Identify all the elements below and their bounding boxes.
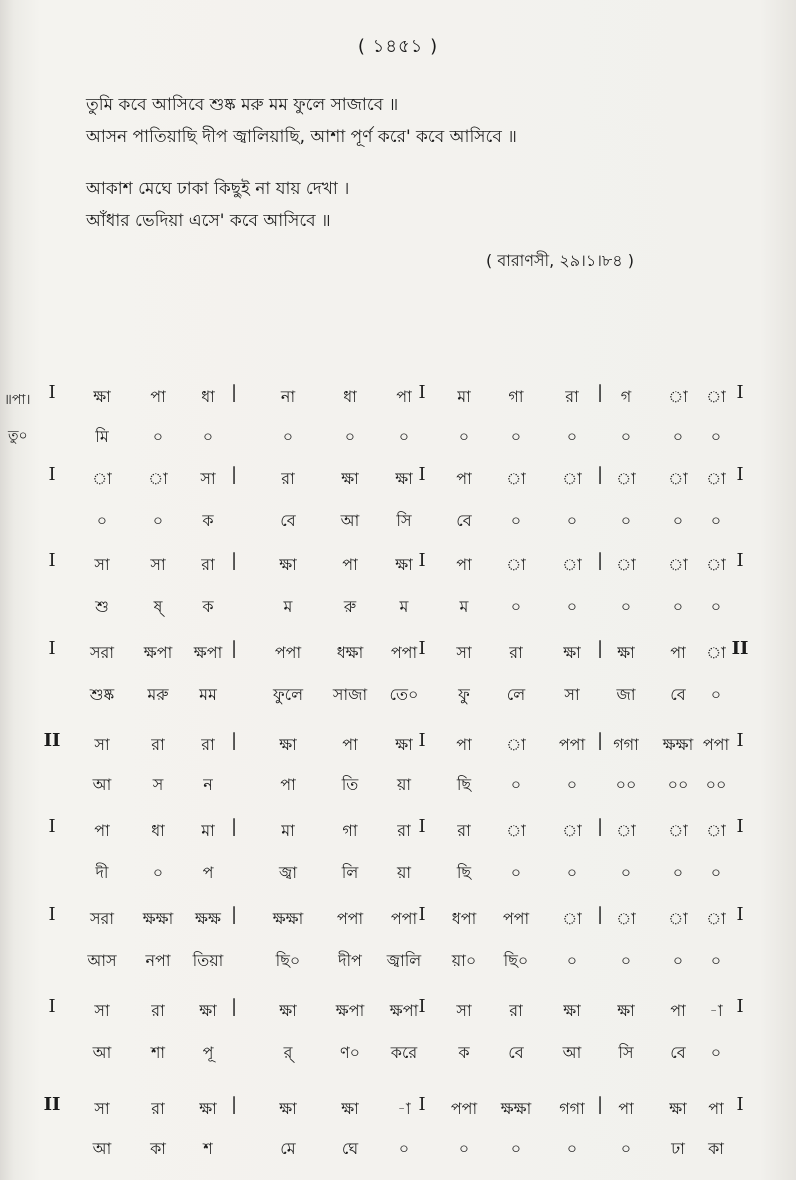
note: ক্ষা	[341, 469, 359, 488]
lyric-syllable: কা	[708, 1139, 724, 1158]
lyric-syllable: মরু	[147, 685, 169, 704]
note: ক্ষা	[563, 643, 581, 662]
note: -া	[397, 1099, 411, 1118]
lyric-syllable: রু	[343, 597, 357, 616]
note: া	[148, 469, 168, 488]
note: া	[616, 909, 636, 928]
lyric-syllable: আ	[92, 775, 112, 794]
lyric-syllable: ০	[566, 951, 578, 970]
note: া	[506, 469, 526, 488]
lyric-syllable: ০	[152, 863, 164, 882]
notation-row	[0, 998, 796, 1024]
lyric-syllable: বে	[508, 1043, 524, 1062]
lyric-syllable: শ	[203, 1139, 213, 1158]
notation-row	[0, 732, 796, 758]
note: পা	[150, 387, 166, 406]
note: রা	[509, 643, 523, 662]
lyric-syllable: মম	[199, 685, 217, 704]
lyric-syllable: ফুলে	[272, 685, 304, 704]
note: ক্ষা	[341, 1099, 359, 1118]
lyric-syllable: ছি০	[275, 951, 301, 970]
lyric-syllable: ০	[510, 511, 522, 530]
bar-line: I	[736, 464, 744, 485]
lyric-syllable: দীপ	[338, 951, 362, 970]
lyric-syllable: পা	[280, 775, 296, 794]
lyric-syllable: র্	[283, 1043, 293, 1062]
note: ক্ষা	[395, 555, 413, 574]
lyric-syllable: জা	[616, 685, 636, 704]
bar-line: I	[48, 382, 56, 403]
lyric-syllable: ০	[510, 1139, 522, 1158]
bar-line: I	[48, 638, 56, 659]
lyric-syllable: আ	[92, 1139, 112, 1158]
lyric-syllable: বে	[456, 511, 472, 530]
bar-line: |	[230, 730, 238, 751]
bar-line: |	[596, 816, 604, 837]
note: া	[668, 555, 688, 574]
bar-line: |	[230, 382, 238, 403]
lyrics-row	[0, 860, 796, 886]
lyric-syllable: ফু	[458, 685, 470, 704]
bar-line: |	[230, 550, 238, 571]
note: ধা	[343, 387, 357, 406]
lyric-syllable: ০০	[667, 775, 689, 794]
bar-line: |	[230, 638, 238, 659]
lyric-syllable: স	[152, 775, 164, 794]
bar-line: I	[736, 382, 744, 403]
note: া	[562, 469, 582, 488]
lyric-syllable: ক	[458, 1043, 470, 1062]
note: মা	[457, 387, 471, 406]
bar-line: |	[596, 382, 604, 403]
note: পপা	[502, 909, 530, 928]
note: া	[562, 909, 582, 928]
note: ক্ষা	[617, 1001, 635, 1020]
lyric-syllable: ঘে	[341, 1139, 359, 1158]
note: া	[616, 821, 636, 840]
note: সা	[94, 555, 110, 574]
lyric-syllable: সা	[564, 685, 580, 704]
lyric-syllable: ০	[620, 951, 632, 970]
lyrics-row	[0, 1040, 796, 1066]
note: া	[706, 643, 726, 662]
lyric-syllable: ০	[672, 951, 684, 970]
note: পা	[618, 1099, 634, 1118]
lyric-syllable: ঢা	[671, 1139, 685, 1158]
place-date: ( বারাণসী, ২৯।১।৮৪ )	[486, 251, 635, 270]
lyrics-row	[0, 948, 796, 974]
bar-line: |	[596, 638, 604, 659]
note: রা	[509, 1001, 523, 1020]
lyric-syllable: ০	[710, 511, 722, 530]
lyric-syllable: শুষ্ক	[89, 685, 115, 704]
lyric-syllable: ০	[672, 427, 684, 446]
notation-row	[0, 552, 796, 578]
verse-line-3: আকাশ মেঘে ঢাকা কিছুই না যায় দেখা ।	[86, 179, 350, 199]
lyric-syllable: মি	[95, 427, 109, 446]
note: রা	[201, 735, 215, 754]
note: গা	[508, 387, 524, 406]
bar-line: I	[736, 730, 744, 751]
note: মা	[201, 821, 215, 840]
lyric-syllable: ০	[282, 427, 294, 446]
bar-line: I	[736, 996, 744, 1017]
note: পা	[342, 735, 358, 754]
lyric-syllable: তিয়া	[192, 951, 224, 970]
note: ক্ষা	[395, 735, 413, 754]
lyric-syllable: ০	[344, 427, 356, 446]
lyrics-row	[0, 594, 796, 620]
page-number: ( ১৪৫১ )	[357, 36, 439, 57]
bar-line: II	[43, 730, 61, 751]
lyric-syllable: ন	[203, 775, 213, 794]
lyric-syllable: য়া	[396, 775, 412, 794]
notation-row	[0, 640, 796, 666]
bar-line: II	[43, 1094, 61, 1115]
note: পা	[94, 821, 110, 840]
note: ক্ষা	[199, 1099, 217, 1118]
note: ক্ষা	[279, 735, 297, 754]
lyric-syllable: ছি	[456, 863, 472, 882]
lyric-syllable: লি	[341, 863, 359, 882]
note: ক্ষা	[395, 469, 413, 488]
verse-line-2: আসন পাতিয়াছি দীপ জ্বালিয়াছি, আশা পূর্ণ করে' কবে আসিবে ॥	[86, 127, 517, 147]
note: া	[562, 821, 582, 840]
lyric-syllable: প	[202, 863, 214, 882]
lyric-syllable: ০	[510, 775, 522, 794]
lyric-syllable: ণ০	[339, 1043, 361, 1062]
note: ক্ষপা	[389, 1001, 419, 1020]
note: পা	[456, 469, 472, 488]
bar-line: |	[596, 1094, 604, 1115]
bar-line: I	[48, 996, 56, 1017]
lyric-syllable: ক	[202, 597, 214, 616]
bar-line: I	[418, 904, 426, 925]
note: ক্ষপা	[335, 1001, 365, 1020]
bar-line: I	[418, 1094, 426, 1115]
note: ক্ষা	[669, 1099, 687, 1118]
lyric-syllable: ০	[672, 863, 684, 882]
note: রা	[151, 735, 165, 754]
note: পপা	[274, 643, 302, 662]
bar-line: I	[48, 816, 56, 837]
note: রা	[201, 555, 215, 574]
lyric-syllable: ০	[710, 951, 722, 970]
note: পপা	[558, 735, 586, 754]
lyric-syllable: বে	[670, 1043, 686, 1062]
lyric-syllable: বে	[280, 511, 296, 530]
lyric-syllable: সাজা	[332, 685, 368, 704]
lyric-syllable: ০	[566, 1139, 578, 1158]
lyric-syllable: ০	[620, 863, 632, 882]
notation-row	[0, 384, 796, 410]
lyric-syllable: ছি০	[503, 951, 529, 970]
note: পা	[456, 735, 472, 754]
lyrics-row	[0, 772, 796, 798]
note: পপা	[450, 1099, 478, 1118]
bar-line: I	[418, 730, 426, 751]
lyric-syllable: ০	[398, 1139, 410, 1158]
note: া	[506, 735, 526, 754]
bar-line: |	[596, 904, 604, 925]
bar-line: |	[596, 550, 604, 571]
bar-line: |	[230, 1094, 238, 1115]
lyric-syllable: ০	[566, 597, 578, 616]
note: পপা	[702, 735, 730, 754]
lyric-syllable: ০	[710, 597, 722, 616]
margin-mark-bottom: তু০	[8, 428, 28, 444]
lyric-syllable: তে০	[389, 685, 419, 704]
lyric-syllable: ০	[620, 597, 632, 616]
note: রা	[565, 387, 579, 406]
lyric-syllable: ০	[398, 427, 410, 446]
margin-mark-top: ॥পা।	[4, 392, 31, 408]
lyric-syllable: জ্বালি	[386, 951, 422, 970]
lyric-syllable: ০০	[615, 775, 637, 794]
note: পা	[708, 1099, 724, 1118]
lyrics-row	[0, 508, 796, 534]
lyric-syllable: বে	[670, 685, 686, 704]
note: ক্ষপা	[193, 643, 223, 662]
bar-line: I	[418, 550, 426, 571]
note: ক্ষক্ষা	[500, 1099, 532, 1118]
lyric-syllable: ০	[710, 863, 722, 882]
note: রা	[397, 821, 411, 840]
bar-line: |	[230, 904, 238, 925]
lyric-syllable: ০	[152, 427, 164, 446]
note: া	[506, 555, 526, 574]
lyrics-row	[0, 424, 796, 450]
lyric-syllable: পূ	[202, 1043, 214, 1062]
lyric-syllable: শা	[150, 1043, 166, 1062]
note: ধা	[201, 387, 215, 406]
verse-line-4: আঁধার ভেদিয়া এসে' কবে আসিবে ॥	[86, 211, 331, 231]
lyric-syllable: জ্বা	[279, 863, 297, 882]
note: া	[668, 469, 688, 488]
notation-row	[0, 906, 796, 932]
lyrics-row	[0, 1136, 796, 1162]
note: পা	[396, 387, 412, 406]
note: রা	[281, 469, 295, 488]
note: পা	[342, 555, 358, 574]
note: ক্ষক্ষা	[662, 735, 694, 754]
lyric-syllable: ০	[566, 511, 578, 530]
bar-line: |	[230, 464, 238, 485]
note: মা	[281, 821, 295, 840]
lyrics-row	[0, 682, 796, 708]
note: গগা	[559, 1099, 585, 1118]
lyric-syllable: ০	[566, 863, 578, 882]
note: সা	[200, 469, 216, 488]
bar-line: I	[736, 904, 744, 925]
note: পা	[670, 1001, 686, 1020]
bar-line: I	[48, 904, 56, 925]
lyric-syllable: ০	[566, 427, 578, 446]
lyric-syllable: ক	[202, 511, 214, 530]
bar-line: I	[48, 550, 56, 571]
note: সা	[94, 1001, 110, 1020]
lyric-syllable: ০	[710, 427, 722, 446]
note: ধক্ষা	[336, 643, 364, 662]
bar-line: I	[418, 638, 426, 659]
lyric-syllable: ০	[510, 863, 522, 882]
bar-line: |	[596, 730, 604, 751]
note: পপা	[390, 909, 418, 928]
lyric-syllable: ০	[620, 427, 632, 446]
lyric-syllable: ০	[510, 597, 522, 616]
lyric-syllable: সি	[618, 1043, 634, 1062]
note: ধা	[151, 821, 165, 840]
note: গা	[342, 821, 358, 840]
bar-line: I	[736, 550, 744, 571]
note: সা	[94, 1099, 110, 1118]
bar-line: |	[230, 996, 238, 1017]
lyric-syllable: ০	[672, 511, 684, 530]
note: া	[92, 469, 112, 488]
lyric-syllable: ০	[620, 1139, 632, 1158]
lyric-syllable: ষ্	[153, 597, 163, 616]
note: ক্ষা	[617, 643, 635, 662]
note: া	[706, 387, 726, 406]
lyric-syllable: সি	[396, 511, 412, 530]
note: ক্ষক্ষা	[142, 909, 174, 928]
notation-row	[0, 466, 796, 492]
lyric-syllable: আ	[340, 511, 360, 530]
lyric-syllable: য়া	[396, 863, 412, 882]
bar-line: I	[418, 996, 426, 1017]
bar-line: I	[418, 464, 426, 485]
bar-line: I	[48, 464, 56, 485]
bar-line: I	[736, 816, 744, 837]
lyric-syllable: তি	[341, 775, 359, 794]
bar-line: I	[736, 1094, 744, 1115]
note: ক্ষা	[279, 555, 297, 574]
lyric-syllable: কা	[150, 1139, 166, 1158]
lyric-syllable: ম	[283, 597, 293, 616]
note: পা	[456, 555, 472, 574]
bar-line: |	[596, 464, 604, 485]
note: পা	[670, 643, 686, 662]
note: া	[562, 555, 582, 574]
lyric-syllable: ০	[458, 427, 470, 446]
lyric-syllable: ০	[620, 511, 632, 530]
note: ক্ষক্ষা	[272, 909, 304, 928]
lyric-syllable: মে	[280, 1139, 296, 1158]
note: া	[706, 821, 726, 840]
note: া	[668, 909, 688, 928]
note: সরা	[89, 909, 115, 928]
bar-line: |	[230, 816, 238, 837]
note: া	[506, 821, 526, 840]
note: ক্ষা	[93, 387, 111, 406]
lyric-syllable: করে	[390, 1043, 418, 1062]
note: রা	[151, 1001, 165, 1020]
lyric-syllable: ০০	[705, 775, 727, 794]
notation-row	[0, 1096, 796, 1122]
lyric-syllable: ০	[710, 685, 722, 704]
note: া	[668, 387, 688, 406]
note: সা	[150, 555, 166, 574]
lyric-syllable: আ	[562, 1043, 582, 1062]
note: ধপা	[451, 909, 477, 928]
note: গগা	[613, 735, 639, 754]
note: া	[706, 469, 726, 488]
verse-line-1: তুমি কবে আসিবে শুষ্ক মরু মম ফুলে সাজাবে ॥	[86, 95, 399, 115]
note: পপা	[390, 643, 418, 662]
lyric-syllable: আ	[92, 1043, 112, 1062]
lyric-syllable: শু	[95, 597, 109, 616]
lyric-syllable: ০	[152, 511, 164, 530]
note: া	[706, 909, 726, 928]
note: া	[668, 821, 688, 840]
bar-line: I	[418, 816, 426, 837]
note: -া	[709, 1001, 723, 1020]
lyric-syllable: আস	[87, 951, 117, 970]
note: পপা	[336, 909, 364, 928]
note: সরা	[89, 643, 115, 662]
lyric-syllable: ম	[399, 597, 409, 616]
notation-row	[0, 818, 796, 844]
note: রা	[151, 1099, 165, 1118]
lyric-syllable: ০	[672, 597, 684, 616]
lyric-syllable: ০	[458, 1139, 470, 1158]
lyric-syllable: ছি	[456, 775, 472, 794]
note: ক্ষা	[279, 1001, 297, 1020]
note: সা	[456, 1001, 472, 1020]
lyric-syllable: য়া০	[451, 951, 477, 970]
note: সা	[94, 735, 110, 754]
lyric-syllable: ০	[566, 775, 578, 794]
note: া	[706, 555, 726, 574]
lyric-syllable: ০	[202, 427, 214, 446]
note: ক্ষা	[279, 1099, 297, 1118]
lyric-syllable: ম	[459, 597, 469, 616]
lyric-syllable: ০	[510, 427, 522, 446]
note: রা	[457, 821, 471, 840]
note: ক্ষা	[199, 1001, 217, 1020]
note: সা	[456, 643, 472, 662]
note: ক্ষপা	[143, 643, 173, 662]
note: না	[280, 387, 296, 406]
bar-line: I	[418, 382, 426, 403]
bar-line: II	[731, 638, 749, 659]
lyric-syllable: ০	[710, 1043, 722, 1062]
note: া	[616, 469, 636, 488]
lyric-syllable: নপা	[145, 951, 171, 970]
note: ক্ষা	[563, 1001, 581, 1020]
lyric-syllable: দী	[95, 863, 109, 882]
note: ক্ষক্ষ	[195, 909, 221, 928]
lyric-syllable: ০	[96, 511, 108, 530]
note: া	[616, 555, 636, 574]
lyric-syllable: লে	[506, 685, 526, 704]
note: গ	[620, 387, 632, 406]
